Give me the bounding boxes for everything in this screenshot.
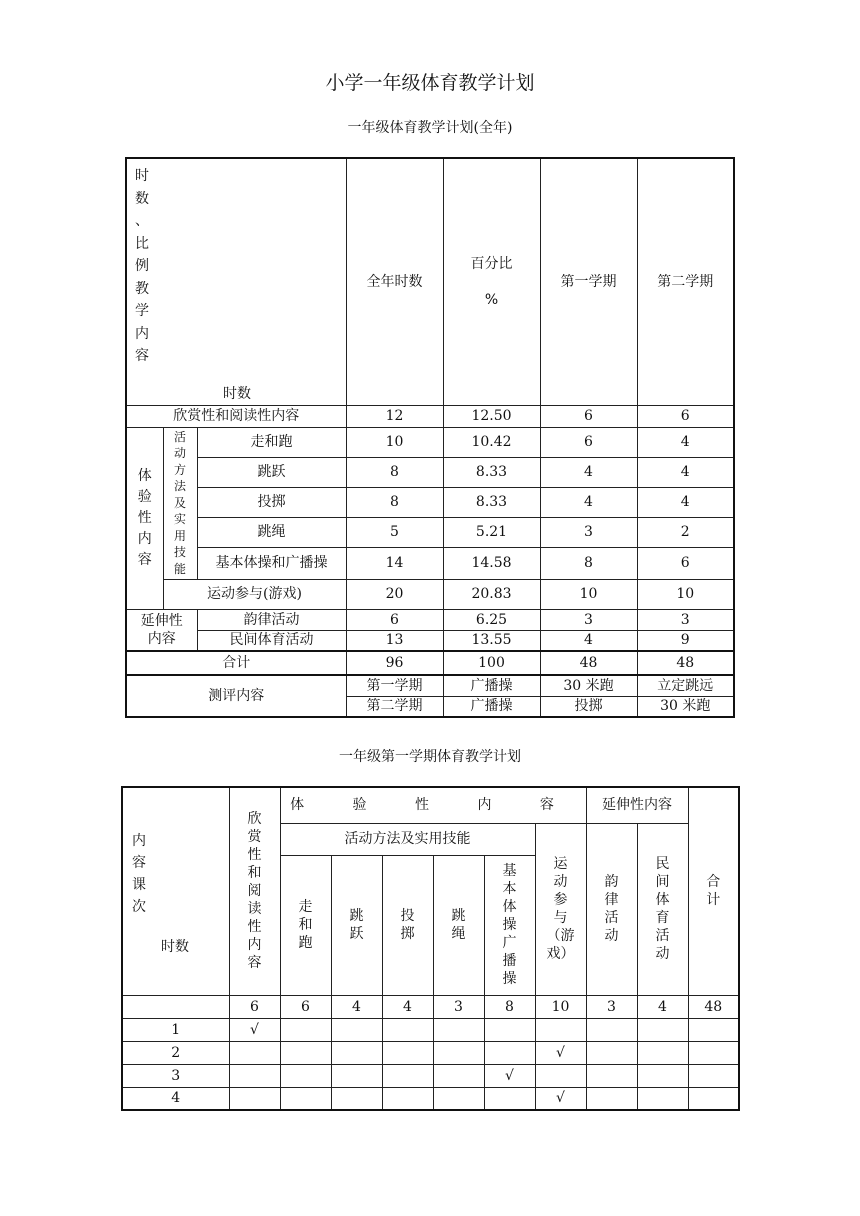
corner-horizontal-label: 时数: [161, 939, 189, 955]
cell-sem2: 4: [637, 487, 734, 517]
header-extension: 延伸性内容: [586, 787, 688, 823]
cell-hours: 5: [346, 517, 443, 547]
check-cell: [586, 1041, 637, 1064]
table-row: [126, 579, 734, 609]
annual-plan-table: [125, 157, 735, 718]
check-cell: [382, 1087, 433, 1110]
cell-percent: 13.55: [443, 630, 540, 651]
cell-sem1: 8: [540, 547, 637, 579]
lesson-number: 4: [122, 1087, 229, 1110]
check-cell: [688, 1064, 739, 1087]
table-row: [126, 457, 734, 487]
header-annual-hours: 全年时数: [346, 158, 443, 405]
table-row: [126, 609, 734, 630]
check-cell: [229, 1087, 280, 1110]
cell-percent: 8.33: [443, 487, 540, 517]
hours-cell: 4: [331, 995, 382, 1018]
hours-cell: 3: [433, 995, 484, 1018]
semester-label: 第二学期: [346, 696, 443, 717]
assessment-item: 30 米跑: [637, 696, 734, 717]
check-cell: [586, 1018, 637, 1041]
lesson-number: 1: [122, 1018, 229, 1041]
header-semester2: 第二学期: [637, 158, 734, 405]
cell-sem2: 3: [637, 609, 734, 630]
header-rope: 跳 绳: [433, 855, 484, 995]
cell-sem2: 9: [637, 630, 734, 651]
row-label: 欣赏性和阅读性内容: [126, 405, 346, 427]
check-cell: √: [484, 1064, 535, 1087]
header-games: 运 动 参 与 （游 戏）: [535, 823, 586, 995]
activity-methods-label: 活 动 方 法 及 实 用 技 能: [163, 427, 197, 579]
table-row: [126, 517, 734, 547]
table-row: [126, 630, 734, 651]
cell-percent: 6.25: [443, 609, 540, 630]
lesson-number: 2: [122, 1041, 229, 1064]
lesson-row: [122, 1087, 739, 1110]
cell-sem1: 4: [540, 457, 637, 487]
cell-percent: 8.33: [443, 457, 540, 487]
assessment-item: 30 米跑: [540, 675, 637, 696]
header-activity-methods: 活动方法及实用技能: [280, 823, 535, 855]
check-cell: [229, 1064, 280, 1087]
check-cell: [331, 1018, 382, 1041]
header-folk: 民 间 体 育 活 动: [637, 823, 688, 995]
cell-hours: 8: [346, 487, 443, 517]
header-semester1: 第一学期: [540, 158, 637, 405]
check-cell: [382, 1064, 433, 1087]
experience-content-label: 体 验 性 内 容: [126, 427, 163, 609]
row-label: [122, 995, 229, 1018]
row-label: 投掷: [197, 487, 346, 517]
check-cell: [280, 1018, 331, 1041]
cell-sem1: 10: [540, 579, 637, 609]
assessment-label: 测评内容: [126, 675, 346, 717]
cell-percent: 5.21: [443, 517, 540, 547]
check-cell: [586, 1087, 637, 1110]
semester1-plan-table: [121, 786, 740, 1111]
corner-vertical-label: 内 容 课 次: [132, 833, 146, 915]
table-row: [126, 547, 734, 579]
cell-percent: 10.42: [443, 427, 540, 457]
assessment-item: 广播操: [443, 675, 540, 696]
assessment-item: 广播操: [443, 696, 540, 717]
header-percent: 百分比 %: [443, 158, 540, 405]
cell-sem2: 48: [637, 651, 734, 675]
check-cell: [535, 1018, 586, 1041]
header-jump: 跳 跃: [331, 855, 382, 995]
hours-row: [122, 995, 739, 1018]
lesson-row: [122, 1064, 739, 1087]
cell-hours: 12: [346, 405, 443, 427]
row-label: 运动参与(游戏): [163, 579, 346, 609]
check-cell: [637, 1064, 688, 1087]
row-label: 走和跑: [197, 427, 346, 457]
hours-cell: 4: [382, 995, 433, 1018]
check-cell: [688, 1041, 739, 1064]
check-cell: [637, 1041, 688, 1064]
check-cell: [433, 1064, 484, 1087]
check-cell: [688, 1087, 739, 1110]
cell-sem1: 3: [540, 517, 637, 547]
assessment-item: 立定跳远: [637, 675, 734, 696]
check-cell: [280, 1064, 331, 1087]
table-row: [126, 427, 734, 457]
page-title: 小学一年级体育教学计划: [325, 72, 535, 94]
check-cell: √: [535, 1087, 586, 1110]
cell-percent: 12.50: [443, 405, 540, 427]
cell-hours: 13: [346, 630, 443, 651]
check-cell: [535, 1064, 586, 1087]
check-cell: [586, 1064, 637, 1087]
hours-cell: 10: [535, 995, 586, 1018]
check-cell: [688, 1018, 739, 1041]
cell-sem1: 6: [540, 427, 637, 457]
row-label: 基本体操和广播操: [197, 547, 346, 579]
check-cell: [331, 1041, 382, 1064]
check-cell: √: [229, 1018, 280, 1041]
semester-label: 第一学期: [346, 675, 443, 696]
cell-sem2: 6: [637, 405, 734, 427]
table1-caption: 一年级体育教学计划(全年): [347, 120, 513, 136]
check-cell: [382, 1041, 433, 1064]
cell-sem2: 4: [637, 427, 734, 457]
check-cell: [637, 1087, 688, 1110]
header-experience: 体 验 性 内 容: [280, 787, 586, 823]
cell-hours: 20: [346, 579, 443, 609]
check-cell: [229, 1041, 280, 1064]
row-label: 合计: [126, 651, 346, 675]
check-cell: [484, 1018, 535, 1041]
hours-cell: 6: [280, 995, 331, 1018]
cell-sem1: 48: [540, 651, 637, 675]
cell-sem2: 10: [637, 579, 734, 609]
cell-sem2: 2: [637, 517, 734, 547]
row-label: 民间体育活动: [197, 630, 346, 651]
lesson-number: 3: [122, 1064, 229, 1087]
check-cell: [382, 1018, 433, 1041]
hours-cell: 8: [484, 995, 535, 1018]
header-throw: 投 掷: [382, 855, 433, 995]
total-row: [126, 651, 734, 675]
cell-percent: 20.83: [443, 579, 540, 609]
row-label: 跳绳: [197, 517, 346, 547]
hours-cell: 48: [688, 995, 739, 1018]
check-cell: [433, 1018, 484, 1041]
cell-hours: 10: [346, 427, 443, 457]
table-row: [126, 487, 734, 517]
corner-vertical-label: 时 数 、 比 例 教 学 内 容: [135, 168, 149, 364]
cell-hours: 6: [346, 609, 443, 630]
check-cell: √: [535, 1041, 586, 1064]
cell-hours: 96: [346, 651, 443, 675]
check-cell: [484, 1041, 535, 1064]
cell-sem2: 4: [637, 457, 734, 487]
header-gym: 基 本 体 操 广 播 操: [484, 855, 535, 995]
corner-horizontal-label: 时数: [223, 385, 251, 402]
header-appreciation: 欣 赏 性 和 阅 读 性 内 容: [229, 787, 280, 995]
row-label: 跳跃: [197, 457, 346, 487]
hours-cell: 6: [229, 995, 280, 1018]
check-cell: [331, 1087, 382, 1110]
check-cell: [637, 1018, 688, 1041]
header-total: 合 计: [688, 787, 739, 995]
check-cell: [331, 1064, 382, 1087]
cell-sem1: 4: [540, 630, 637, 651]
check-cell: [433, 1087, 484, 1110]
table2-caption: 一年级第一学期体育教学计划: [339, 749, 521, 765]
check-cell: [280, 1087, 331, 1110]
lesson-row: [122, 1018, 739, 1041]
cell-sem1: 6: [540, 405, 637, 427]
cell-hours: 14: [346, 547, 443, 579]
cell-sem1: 3: [540, 609, 637, 630]
extension-content-label: 延伸性 内容: [126, 609, 197, 651]
check-cell: [433, 1041, 484, 1064]
cell-percent: 14.58: [443, 547, 540, 579]
table-row: [126, 405, 734, 427]
check-cell: [484, 1087, 535, 1110]
row-label: 韵律活动: [197, 609, 346, 630]
check-cell: [280, 1041, 331, 1064]
assessment-row: [126, 675, 734, 696]
header-run: 走 和 跑: [280, 855, 331, 995]
assessment-item: 投掷: [540, 696, 637, 717]
cell-sem1: 4: [540, 487, 637, 517]
lesson-row: [122, 1041, 739, 1064]
corner-header: [122, 787, 229, 995]
corner-header: [126, 158, 346, 405]
cell-sem2: 6: [637, 547, 734, 579]
header-rhythm: 韵 律 活 动: [586, 823, 637, 995]
cell-hours: 8: [346, 457, 443, 487]
hours-cell: 4: [637, 995, 688, 1018]
hours-cell: 3: [586, 995, 637, 1018]
cell-percent: 100: [443, 651, 540, 675]
